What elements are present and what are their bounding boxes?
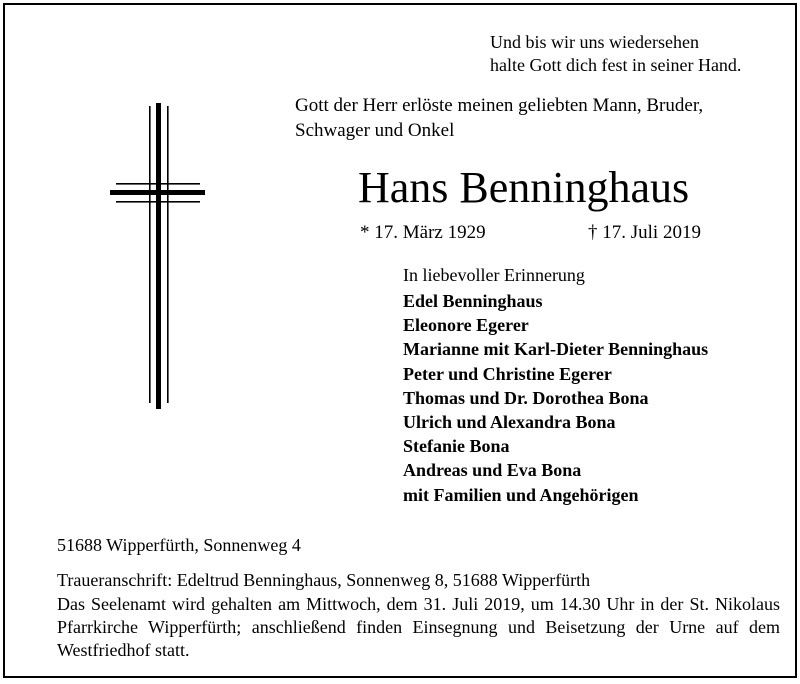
mourner-name: Marianne mit Karl-Dieter Benninghaus [403, 339, 709, 360]
service-announcement: Das Seelenamt wird gehalten am Mittwoch, dem 31. Juli 2019, um 14.30 Uhr in der St. Nikolaus Pfarrkirche Wipperfürth; anschließend finden Einsegnung und Beisetzung der Urne auf dem Westfriedhof statt. [57, 594, 780, 660]
motto-line-1: Und bis wir uns wiedersehen [490, 32, 699, 52]
latin-cross-icon [108, 103, 208, 409]
deceased-name: Hans Benninghaus [358, 163, 690, 212]
mourners-list [403, 289, 708, 507]
mourner-name: Thomas und Dr. Dorothea Bona [403, 387, 649, 408]
mourner-name: Peter und Christine Egerer [403, 363, 612, 384]
mourner-name: Stefanie Bona [403, 436, 510, 457]
home-address: 51688 Wipperfürth, Sonnenweg 4 [57, 535, 301, 555]
mourner-name: Ulrich und Alexandra Bona [403, 412, 616, 433]
intro-line-1: Gott der Herr erlöste meinen geliebten Mann, Bruder, [295, 95, 704, 116]
mourner-name: Eleonore Egerer [403, 315, 529, 336]
mourner-name: mit Familien und Angehörigen [403, 484, 639, 505]
mourner-name: Andreas und Eva Bona [403, 460, 582, 481]
obituary-notice [3, 3, 797, 678]
intro-text [295, 93, 703, 143]
condolence-address: Traueranschrift: Edeltrud Benninghaus, Sonnenweg 8, 51688 Wipperfürth [57, 570, 591, 590]
intro-line-2: Schwager und Onkel [295, 120, 455, 141]
mourner-name: Edel Benninghaus [403, 291, 543, 311]
motto [490, 31, 741, 77]
motto-line-2: halte Gott dich fest in seiner Hand. [490, 55, 742, 75]
birth-date: * 17. März 1929 [360, 222, 486, 243]
memory-heading: In liebevoller Erinnerung [403, 265, 585, 285]
death-date: † 17. Juli 2019 [588, 222, 701, 243]
